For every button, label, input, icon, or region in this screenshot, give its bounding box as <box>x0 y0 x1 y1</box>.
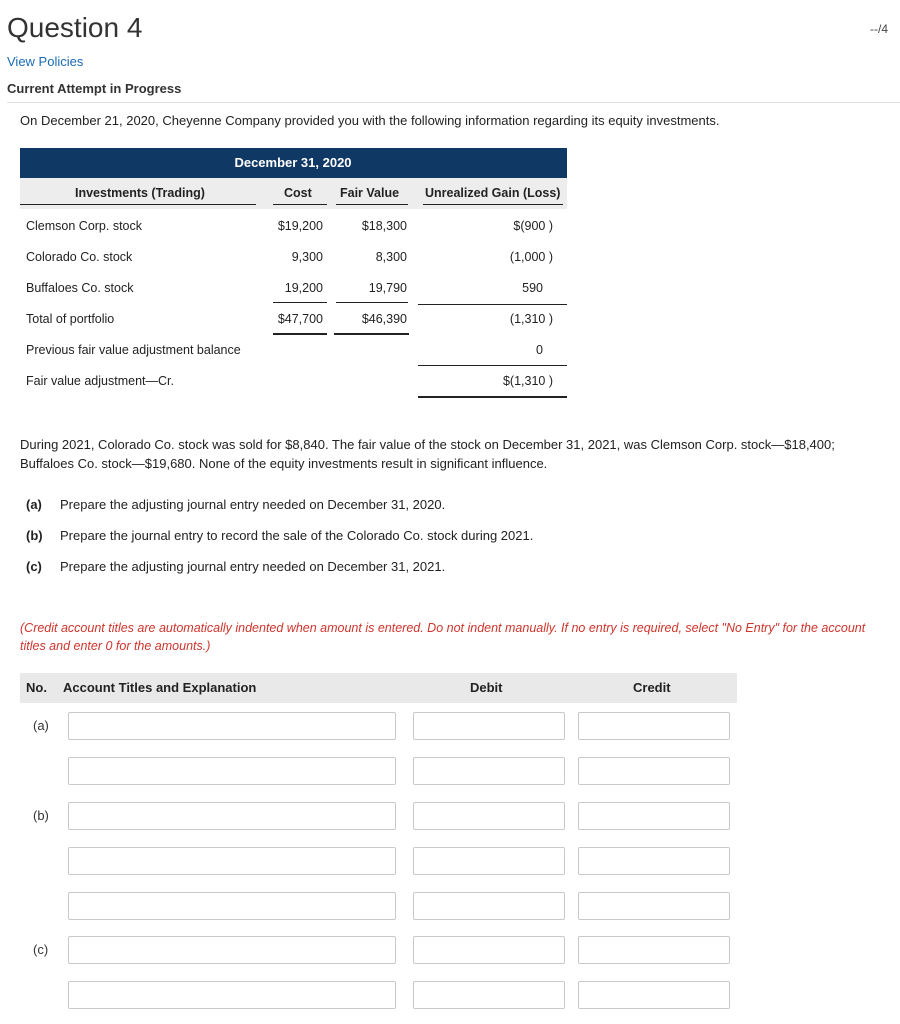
col-header-debit: Debit <box>470 680 503 695</box>
row-name: Colorado Co. stock <box>26 250 133 264</box>
header-underline <box>273 204 327 205</box>
divider <box>7 102 900 103</box>
col-header-cost: Cost <box>284 186 312 200</box>
row-gain: (1,000 ) <box>509 250 553 264</box>
account-title-input[interactable] <box>68 981 396 1009</box>
attempt-status: Current Attempt in Progress <box>7 81 182 96</box>
row-cost: $19,200 <box>277 219 323 233</box>
debit-input[interactable] <box>413 892 565 920</box>
credit-input[interactable] <box>578 847 730 875</box>
instructions-text: (Credit account titles are automatically indented when amount is entered. Do not indent manually. If no entry is required, select "No Entry" for the account titles and enter 0 for the amounts.) <box>20 621 866 653</box>
requirement-label: (c) <box>26 559 42 574</box>
requirement-text: Prepare the adjusting journal entry needed on December 31, 2021. <box>60 559 446 574</box>
row-fair-value: $18,300 <box>361 219 407 233</box>
col-header-credit: Credit <box>633 680 671 695</box>
credit-input[interactable] <box>578 936 730 964</box>
requirement-text: Prepare the adjusting journal entry needed on December 31, 2020. <box>60 497 446 512</box>
row-gain: 0 <box>536 343 543 357</box>
requirement-label: (b) <box>26 528 43 543</box>
investments-table <box>20 148 567 388</box>
adjustment-underline <box>418 365 567 366</box>
col-header-investments: Investments (Trading) <box>75 186 205 200</box>
row-name: Previous fair value adjustment balance <box>26 343 241 357</box>
account-title-input[interactable] <box>68 892 396 920</box>
account-title-input[interactable] <box>68 802 396 830</box>
debit-input[interactable] <box>413 712 565 740</box>
row-cost: 19,200 <box>284 281 323 295</box>
journal-header-row <box>20 673 737 703</box>
entry-label-a: (a) <box>33 718 49 733</box>
subtotal-underline <box>418 304 567 305</box>
credit-input[interactable] <box>578 892 730 920</box>
debit-input[interactable] <box>413 757 565 785</box>
col-header-fair-value: Fair Value <box>340 186 400 200</box>
table-title-bar <box>20 148 567 178</box>
account-title-input[interactable] <box>68 757 396 785</box>
debit-input[interactable] <box>413 981 565 1009</box>
row-name: Buffaloes Co. stock <box>26 281 134 295</box>
total-double-underline <box>334 333 409 335</box>
requirement-a <box>26 497 445 512</box>
header-underline <box>20 204 256 205</box>
row-gain: 590 <box>522 281 543 295</box>
intro-text: On December 21, 2020, Cheyenne Company provided you with the following information regarding its equity investments. <box>20 113 720 128</box>
row-cost: $47,700 <box>277 312 323 326</box>
row-fair-value: $46,390 <box>361 312 407 326</box>
score-display: --/4 <box>870 22 888 36</box>
problem-paragraph: During 2021, Colorado Co. stock was sold for $8,840. The fair value of the stock on December 31, 2021, was Clemson Corp. stock—$18,400; Buffaloes Co. stock—$19,680. None of the equity investments result in significant influence. <box>20 437 835 471</box>
entry-label-c: (c) <box>33 942 49 957</box>
credit-input[interactable] <box>578 712 730 740</box>
final-double-underline <box>418 396 567 398</box>
table-title: December 31, 2020 <box>234 155 352 170</box>
row-gain: (1,310 ) <box>509 312 553 326</box>
debit-input[interactable] <box>413 847 565 875</box>
row-name: Total of portfolio <box>26 312 115 326</box>
row-cost: 9,300 <box>291 250 323 264</box>
row-fair-value: 19,790 <box>368 281 407 295</box>
debit-input[interactable] <box>413 802 565 830</box>
account-title-input[interactable] <box>68 847 396 875</box>
col-header-no: No. <box>26 680 47 695</box>
requirement-b <box>26 528 533 543</box>
credit-input[interactable] <box>578 802 730 830</box>
view-policies-link[interactable]: View Policies <box>7 54 84 69</box>
row-name: Fair value adjustment—Cr. <box>26 374 174 388</box>
debit-input[interactable] <box>413 936 565 964</box>
question-title: Question 4 <box>7 12 143 43</box>
subtotal-underline <box>273 302 327 303</box>
requirement-label: (a) <box>26 497 42 512</box>
account-title-input[interactable] <box>68 936 396 964</box>
entry-label-b: (b) <box>33 808 49 823</box>
header-underline <box>423 204 563 205</box>
row-fair-value: 8,300 <box>375 250 407 264</box>
subtotal-underline <box>336 302 408 303</box>
total-double-underline <box>273 333 327 335</box>
requirement-text: Prepare the journal entry to record the sale of the Colorado Co. stock during 2021. <box>60 528 534 543</box>
row-gain: $(900 ) <box>513 219 553 233</box>
header-underline <box>336 204 408 205</box>
credit-input[interactable] <box>578 757 730 785</box>
row-gain: $(1,310 ) <box>502 374 553 388</box>
col-header-unrealized: Unrealized Gain (Loss) <box>425 186 561 200</box>
requirement-c <box>26 559 445 574</box>
credit-input[interactable] <box>578 981 730 1009</box>
col-header-account: Account Titles and Explanation <box>63 680 257 695</box>
row-name: Clemson Corp. stock <box>26 219 143 233</box>
account-title-input[interactable] <box>68 712 396 740</box>
